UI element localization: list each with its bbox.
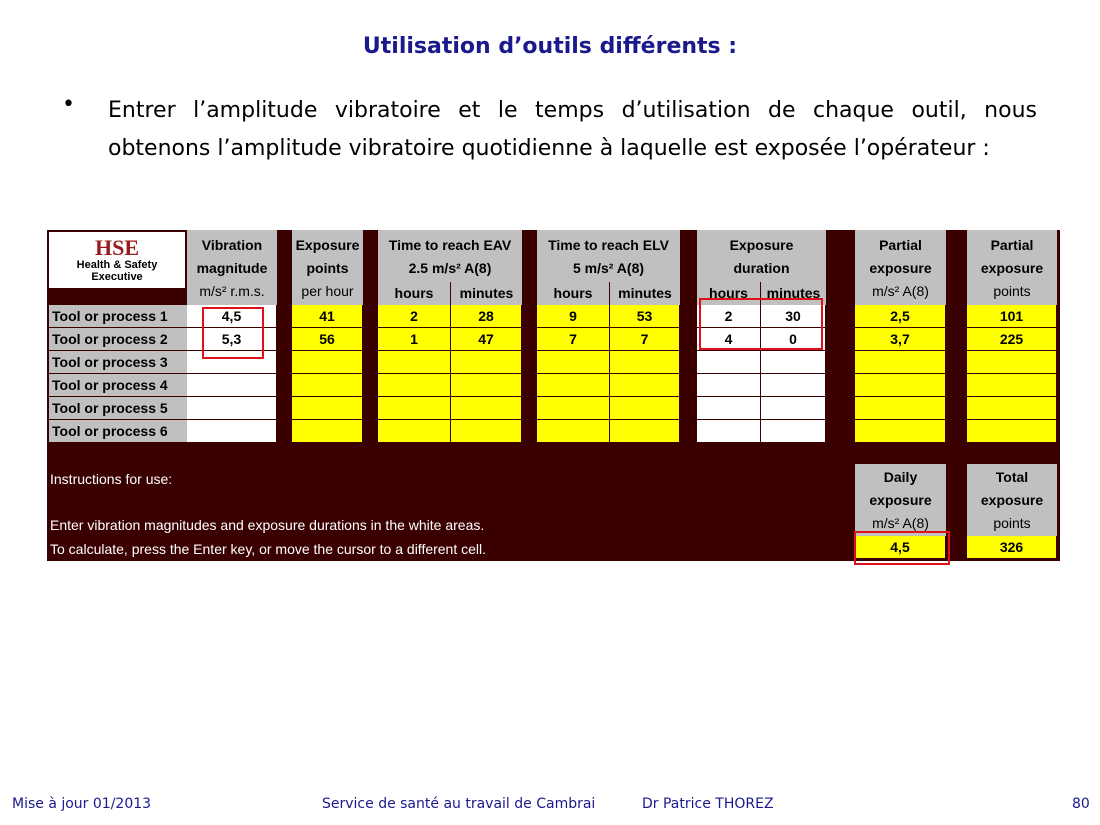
partial-exposure-header-line-2: exposure (869, 260, 932, 276)
duration-hours-input[interactable]: 4 (697, 328, 761, 351)
eav-minutes-output (451, 374, 522, 397)
duration-hours-input[interactable] (697, 420, 761, 443)
daily-exposure-header (855, 464, 946, 536)
footer-author: Dr Patrice THOREZ (642, 796, 774, 812)
eav-hours-output: 2 (378, 305, 451, 328)
partial-points-output: 101 (967, 305, 1057, 328)
duration-minutes-input[interactable]: 0 (761, 328, 826, 351)
elv-hours-output (537, 397, 610, 420)
exposure-points-output (292, 374, 363, 397)
eav-header (378, 230, 522, 282)
footer-page-number: 80 (1072, 796, 1090, 812)
partial-exposure-header (855, 230, 946, 305)
partial-exposure-output: 2,5 (855, 305, 946, 328)
elv-header-line-1: Time to reach ELV (548, 237, 669, 253)
duration-hours-input[interactable] (697, 351, 761, 374)
elv-hours-output: 9 (537, 305, 610, 328)
footer-service: Service de santé au travail de Cambrai (322, 796, 596, 812)
partial-exposure-output: 3,7 (855, 328, 946, 351)
elv-minutes-output: 53 (610, 305, 680, 328)
exposure-points-header (292, 230, 363, 305)
partial-points-header-line-2: exposure (980, 260, 1044, 276)
highlight-duration-values (699, 298, 823, 350)
exposure-points-output: 56 (292, 328, 363, 351)
total-points-header-line-3: points (993, 515, 1031, 531)
highlight-vibration-values (202, 307, 264, 359)
instructions-line-2: To calculate, press the Enter key, or move the cursor to a different cell. (50, 541, 487, 557)
logo-name: HSE (94, 235, 140, 260)
exposure-duration-header-line-2: duration (733, 260, 790, 276)
exposure-points-output (292, 351, 363, 374)
logo-line1: Health & Safety (76, 259, 158, 271)
partial-exposure-output (855, 397, 946, 420)
eav-hours-output: 1 (378, 328, 451, 351)
row-label: Tool or process 3 (49, 351, 187, 374)
vibration-magnitude-input[interactable] (187, 374, 277, 397)
duration-hours-input[interactable]: 2 (697, 305, 761, 328)
vibration-header (187, 230, 277, 305)
eav-hours-output (378, 397, 451, 420)
eav-hours-output (378, 420, 451, 443)
eav-minutes-output (451, 351, 522, 374)
exposure-points-header-line-3: per hour (301, 283, 354, 299)
elv-header (537, 230, 680, 282)
elv-header-line-2: 5 m/s² A(8) (572, 260, 645, 276)
eav-minutes-output: 47 (451, 328, 522, 351)
duration-minutes-input[interactable] (761, 351, 826, 374)
vibration-magnitude-input[interactable]: 4,5 (187, 305, 277, 328)
elv-hours-output (537, 351, 610, 374)
exposure-duration-header (697, 230, 826, 282)
row-label: Tool or process 6 (49, 420, 187, 443)
elv-minutes-header: minutes (610, 282, 680, 305)
footer-update: Mise à jour 01/2013 (12, 796, 152, 812)
elv-minutes-output (610, 374, 680, 397)
eav-hours-header: hours (378, 282, 451, 305)
exposure-points-output (292, 420, 363, 443)
exposure-duration-hours-header: hours (697, 282, 761, 305)
vibration-magnitude-input[interactable]: 5,3 (187, 328, 277, 351)
daily-exposure-header-line-2: exposure (869, 492, 932, 508)
duration-minutes-input[interactable] (761, 420, 826, 443)
partial-points-output: 225 (967, 328, 1057, 351)
eav-minutes-output (451, 420, 522, 443)
exposure-duration-minutes-header: minutes (761, 282, 826, 305)
elv-hours-output (537, 374, 610, 397)
duration-hours-input[interactable] (697, 397, 761, 420)
eav-header-line-1: Time to reach EAV (388, 237, 512, 253)
eav-hours-output (378, 374, 451, 397)
duration-minutes-input[interactable] (761, 397, 826, 420)
bullet-marker: • (62, 92, 75, 117)
partial-exposure-output (855, 420, 946, 443)
daily-exposure-header-line-1: Daily (883, 469, 918, 485)
elv-hours-output (537, 420, 610, 443)
total-points-header (967, 464, 1057, 536)
logo-line2: Executive (91, 271, 143, 283)
eav-header-line-2: 2.5 m/s² A(8) (408, 260, 492, 276)
vibration-header-line-1: Vibration (201, 237, 263, 253)
eav-minutes-output (451, 397, 522, 420)
partial-exposure-header-line-1: Partial (879, 237, 922, 253)
partial-points-header (967, 230, 1057, 305)
elv-hours-output: 7 (537, 328, 610, 351)
row-label: Tool or process 2 (49, 328, 187, 351)
exposure-points-header-line-1: Exposure (295, 237, 360, 253)
partial-points-header-line-3: points (993, 283, 1031, 299)
partial-points-output (967, 351, 1057, 374)
exposure-duration-header-line-1: Exposure (729, 237, 794, 253)
total-points-value: 326 (967, 536, 1057, 559)
elv-minutes-output: 7 (610, 328, 680, 351)
vibration-magnitude-input[interactable] (187, 420, 277, 443)
partial-points-output (967, 374, 1057, 397)
partial-exposure-header-line-3: m/s² A(8) (872, 283, 929, 299)
row-label: Tool or process 4 (49, 374, 187, 397)
eav-hours-output (378, 351, 451, 374)
hse-logo (49, 232, 185, 288)
elv-minutes-output (610, 397, 680, 420)
row-label: Tool or process 5 (49, 397, 187, 420)
slide-title: Utilisation d’outils différents : (362, 34, 738, 59)
exposure-points-output (292, 397, 363, 420)
hse-vibration-calculator (47, 230, 1060, 561)
daily-exposure-value: 4,5 (855, 536, 946, 559)
eav-minutes-output: 28 (451, 305, 522, 328)
duration-minutes-input[interactable] (761, 374, 826, 397)
row-label: Tool or process 1 (49, 305, 187, 328)
exposure-points-output: 41 (292, 305, 363, 328)
partial-exposure-output (855, 374, 946, 397)
instructions-line-1: Enter vibration magnitudes and exposure durations in the white areas. (50, 517, 485, 533)
daily-exposure-header-line-3: m/s² A(8) (872, 515, 929, 531)
partial-points-output (967, 397, 1057, 420)
partial-exposure-output (855, 351, 946, 374)
exposure-points-header-line-2: points (306, 260, 349, 276)
total-points-header-line-1: Total (995, 469, 1029, 485)
partial-points-header-line-1: Partial (990, 237, 1034, 253)
highlight-daily-exposure (854, 531, 950, 565)
bullet-paragraph (62, 92, 1037, 168)
duration-minutes-input[interactable]: 30 (761, 305, 826, 328)
duration-hours-input[interactable] (697, 374, 761, 397)
instructions-title: Instructions for use: (50, 471, 173, 487)
partial-points-output (967, 420, 1057, 443)
elv-hours-header: hours (537, 282, 610, 305)
vibration-header-line-3: m/s² r.m.s. (199, 283, 265, 299)
total-points-header-line-2: exposure (980, 492, 1044, 508)
vibration-magnitude-input[interactable] (187, 397, 277, 420)
elv-minutes-output (610, 420, 680, 443)
bullet-text: Entrer l’amplitude vibratoire et le temps d’utilisation de chaque outil, nous obtenons l’amplitude vibratoire quotidienne à laquelle est exposée l’opérateur : (108, 98, 1037, 161)
eav-minutes-header: minutes (451, 282, 522, 305)
elv-minutes-output (610, 351, 680, 374)
vibration-header-line-2: magnitude (196, 260, 268, 276)
